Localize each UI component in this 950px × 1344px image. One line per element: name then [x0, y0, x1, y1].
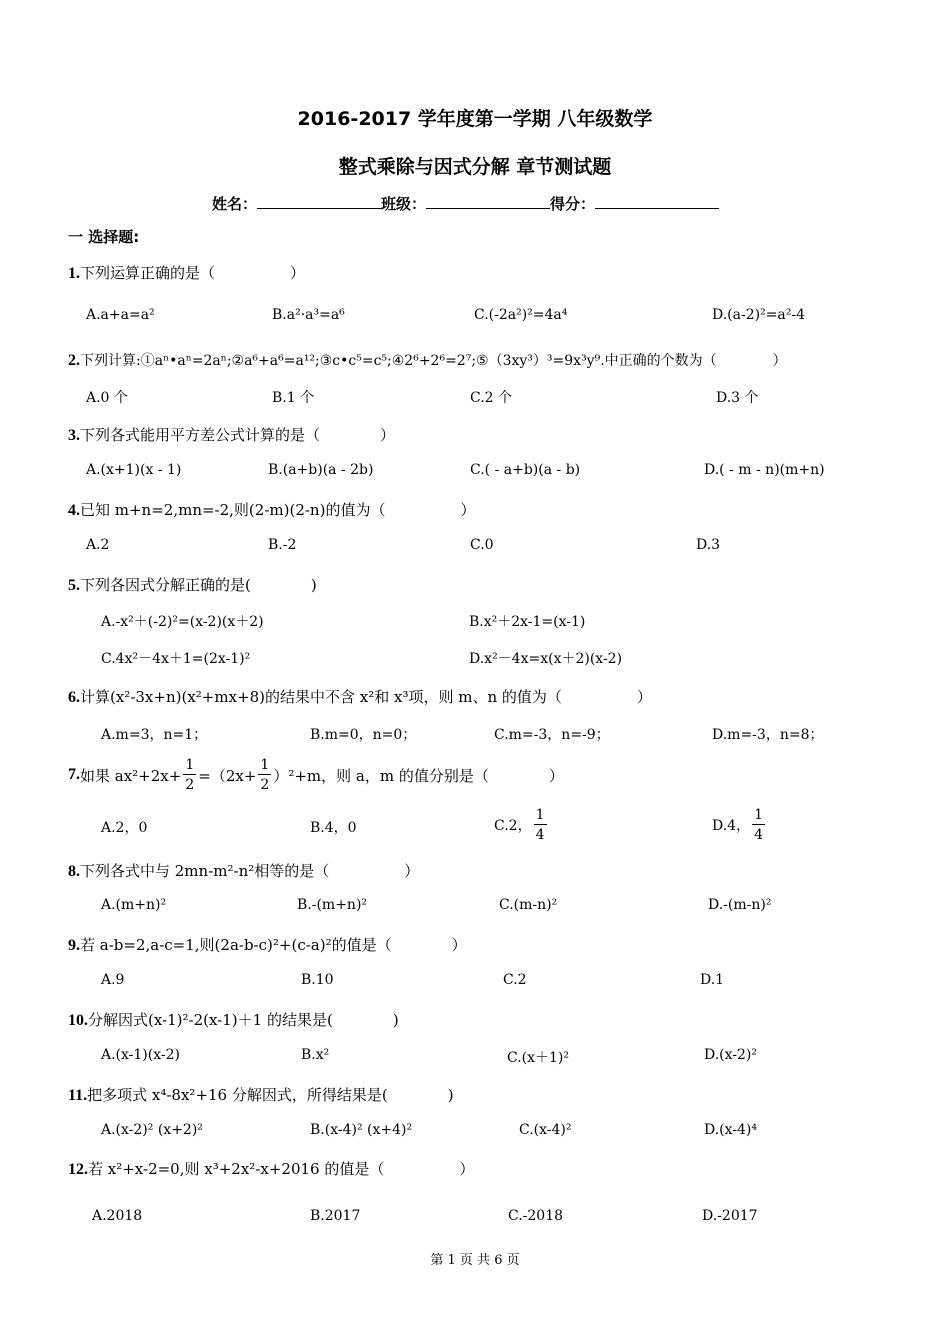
q4-option-c: C.0	[470, 537, 494, 553]
q2-option-b: B.1 个	[272, 390, 315, 406]
q10-option-c: C.(x＋1)²	[507, 1050, 570, 1066]
q11-option-b: B.(x-4)² (x+4)²	[310, 1122, 413, 1138]
class-field[interactable]	[426, 194, 550, 209]
question-text: 若 a-b=2,a-c=1,则(2a-b-c)²+(c-a)²的值是（ ）	[80, 936, 467, 954]
q5-option-b: B.x²＋2x-1=(x-1)	[469, 614, 586, 630]
question-text: 已知 m+n=2,mn=-2,则(2-m)(2-n)的值为（ ）	[80, 501, 476, 519]
score-label: 得分：	[550, 195, 596, 213]
option-label: C.2，	[494, 818, 532, 834]
section-heading: 一 选择题:	[68, 228, 140, 246]
q11-option-a: A.(x-2)² (x+2)²	[101, 1122, 203, 1138]
fraction-denominator: 2	[260, 777, 270, 793]
q4-option-d: D.3	[696, 537, 721, 553]
q3-option-c: C.( - a+b)(a - b)	[470, 462, 581, 478]
name-field[interactable]	[257, 194, 381, 209]
fraction-numerator: 1	[260, 757, 270, 773]
q12-option-d: D.-2017	[702, 1208, 758, 1224]
question-3	[68, 424, 395, 445]
question-5	[68, 574, 317, 595]
fraction-numerator: 1	[185, 757, 195, 773]
fraction-denominator: 2	[185, 777, 195, 793]
page-footer: 第 1 页 共 6 页	[430, 1253, 520, 1268]
q9-option-d: D.1	[700, 972, 725, 988]
q5-option-d: D.x²－4x=x(x＋2)(x-2)	[469, 651, 623, 667]
question-number: 5.	[68, 577, 80, 594]
fraction-one-quarter	[534, 808, 547, 842]
question-1	[68, 262, 305, 283]
option-label: D.4，	[712, 818, 751, 834]
question-text-pre: 如果 ax²+2x+	[80, 766, 182, 785]
q6-option-d: D.m=-3，n=8；	[712, 727, 824, 743]
question-number: 11.	[68, 1087, 88, 1104]
q9-option-a: A.9	[101, 972, 125, 988]
question-number: 12.	[68, 1161, 88, 1178]
q1-option-d: D.(a-2)²=a²-4	[712, 307, 806, 323]
student-info-row	[212, 193, 719, 214]
q5-option-a: A.-x²＋(-2)²=(x-2)(x＋2)	[101, 614, 264, 630]
q7-option-d	[712, 807, 767, 843]
fraction-denominator: 4	[754, 827, 764, 843]
q10-option-a: A.(x-1)(x-2)	[101, 1047, 180, 1063]
question-4	[68, 499, 475, 520]
q7-option-a: A.2，0	[101, 820, 148, 836]
question-number: 2.	[68, 352, 80, 369]
fraction-denominator: 4	[535, 827, 545, 843]
question-text: 下列各式中与 2mn-m²-n²相等的是（ ）	[80, 862, 420, 880]
q11-option-c: C.(x-4)²	[519, 1122, 572, 1138]
q12-option-a: A.2018	[92, 1208, 143, 1224]
q1-option-c: C.(-2a²)²=4a⁴	[474, 307, 568, 323]
q10-option-d: D.(x-2)²	[704, 1047, 757, 1063]
question-number: 3.	[68, 427, 80, 444]
q7-option-b: B.4，0	[310, 820, 357, 836]
question-2	[68, 350, 787, 370]
question-number: 8.	[68, 863, 80, 880]
question-9	[68, 934, 467, 955]
question-8	[68, 860, 419, 881]
page-subtitle: 整式乘除与因式分解 章节测试题	[338, 156, 612, 178]
q7-option-c	[494, 807, 549, 843]
q9-option-c: C.2	[503, 972, 527, 988]
q9-option-b: B.10	[301, 972, 334, 988]
question-number: 10.	[68, 1012, 88, 1029]
question-text: 下列运算正确的是（ ）	[80, 264, 306, 282]
q12-option-b: B.2017	[310, 1208, 361, 1224]
question-number: 9.	[68, 937, 80, 954]
question-text: 下列各式能用平方差公式计算的是（ ）	[80, 426, 396, 444]
q8-option-a: A.(m+n)²	[101, 897, 167, 913]
q1-option-b: B.a²·a³=a⁶	[272, 307, 345, 323]
question-6	[68, 686, 652, 707]
q10-option-b: B.x²	[301, 1047, 330, 1063]
question-text-post: ）²+m，则 a，m 的值分别是（ ）	[273, 766, 564, 785]
fraction-one-half	[183, 758, 196, 792]
q8-option-c: C.(m-n)²	[499, 897, 558, 913]
fraction-numerator: 1	[535, 807, 545, 823]
question-text-mid: =（2x+	[198, 766, 257, 785]
q12-option-c: C.-2018	[508, 1208, 564, 1224]
q4-option-a: A.2	[86, 537, 110, 553]
page-title: 2016-2017 学年度第一学期 八年级数学	[297, 108, 653, 130]
question-text: 若 x²+x-2=0,则 x³+2x²-x+2016 的值是（ ）	[88, 1160, 475, 1178]
q4-option-b: B.-2	[268, 537, 297, 553]
q11-option-d: D.(x-4)⁴	[704, 1122, 757, 1138]
q2-option-c: C.2 个	[470, 390, 513, 406]
question-text: 分解因式(x-1)²-2(x-1)＋1 的结果是( )	[88, 1011, 399, 1029]
q3-option-b: B.(a+b)(a - 2b)	[268, 462, 374, 478]
q2-option-a: A.0 个	[86, 390, 128, 406]
question-number: 6.	[68, 689, 80, 706]
q3-option-d: D.( - m - n)(m+n)	[704, 462, 825, 478]
q6-option-a: A.m=3，n=1；	[101, 727, 208, 743]
question-text: 下列各因式分解正确的是( )	[80, 576, 317, 594]
question-10	[68, 1009, 399, 1030]
q3-option-a: A.(x+1)(x - 1)	[86, 462, 182, 478]
q1-option-a: A.a+a=a²	[86, 307, 155, 323]
q5-option-c: C.4x²－4x＋1=(2x-1)²	[101, 651, 251, 667]
fraction-numerator: 1	[754, 807, 764, 823]
question-number: 7.	[68, 766, 80, 783]
question-text: 下列计算:①aⁿ•aⁿ=2aⁿ;②a⁶+a⁶=a¹²;③c•c⁵=c⁵;④2⁶+2⁶=2⁷;⑤（3xy³）³=9x³y⁹.中正确的个数为（ ）	[80, 353, 787, 369]
question-text: 计算(x²-3x+n)(x²+mx+8)的结果中不含 x²和 x³项，则 m、n 的值为（ ）	[80, 688, 652, 706]
fraction-one-half	[258, 758, 271, 792]
score-field[interactable]	[595, 194, 719, 209]
question-12	[68, 1158, 474, 1179]
question-number: 1.	[68, 265, 80, 282]
fraction-one-quarter	[752, 808, 765, 842]
question-number: 4.	[68, 502, 80, 519]
question-text: 把多项式 x⁴-8x²+16 分解因式，所得结果是( )	[87, 1086, 454, 1104]
class-label: 班级：	[381, 195, 427, 213]
q8-option-d: D.-(m-n)²	[708, 897, 772, 913]
question-7	[68, 758, 564, 792]
name-label: 姓名：	[212, 195, 258, 213]
q8-option-b: B.-(m+n)²	[297, 897, 368, 913]
question-11	[68, 1084, 454, 1105]
q6-option-c: C.m=-3，n=-9；	[494, 727, 610, 743]
q2-option-d: D.3 个	[716, 390, 759, 406]
q6-option-b: B.m=0，n=0；	[310, 727, 417, 743]
